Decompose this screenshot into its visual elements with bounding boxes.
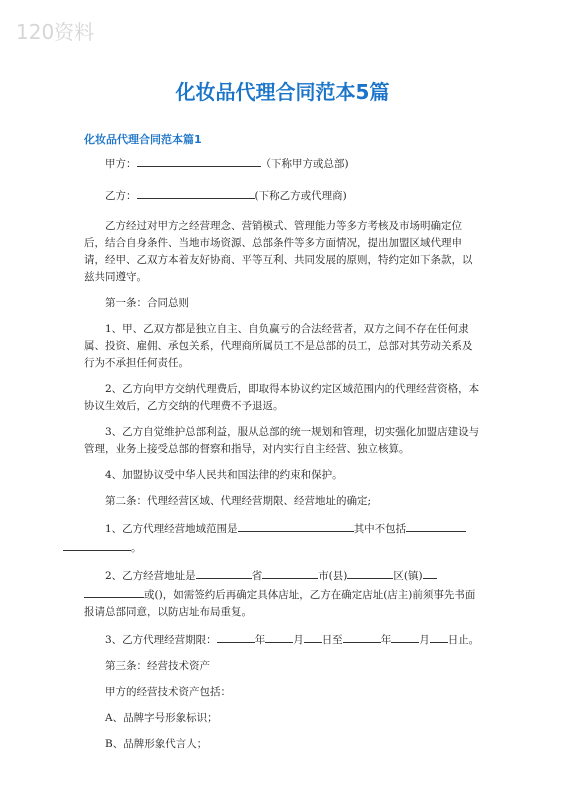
section-heading: 化妆品代理合同范本篇1 xyxy=(84,133,202,146)
district-blank xyxy=(347,566,393,579)
article1-item-3: 3、乙方自觉维护总部利益，服从总部的统一规划和管理，切实强化加盟店建设与管理，业务上接受总部的督察和指导，对内实行自主经营、独立核算。 xyxy=(84,426,480,455)
article3-title: 第三条：经营技术资产 xyxy=(105,660,210,672)
article1-title: 第一条：合同总则 xyxy=(105,297,189,309)
party-b-line xyxy=(84,186,480,205)
watermark-logo: 120资料 xyxy=(16,20,95,44)
start-year-blank xyxy=(217,630,255,643)
start-month-blank xyxy=(265,630,293,643)
street-blank-2 xyxy=(84,585,144,598)
article2-item1-text-c: 。 xyxy=(131,542,142,554)
article2-item-1 xyxy=(84,519,480,557)
end-year-blank xyxy=(343,630,381,643)
end-day-label: 日 xyxy=(447,634,459,646)
party-a-note: （下称甲方或总部) xyxy=(260,158,349,170)
party-b-label: 乙方： xyxy=(105,190,137,202)
article2-item-3 xyxy=(84,630,480,649)
article3-lead: 甲方的经营技术资产包括： xyxy=(105,686,231,698)
party-b-blank xyxy=(137,186,255,199)
article2-item2-text-e: 或()，如需签约后再确定具体店址，乙方在确定店址(店主)前须事先书面报请总部同意，以防店址布局重复。 xyxy=(84,589,476,618)
article2-item2-province: 省 xyxy=(251,570,263,582)
article1-item-1: 1、甲、乙双方都是独立自主、自负赢亏的合法经营者，双方之间不存在任何隶属、投资、雇佣、承包关系，代理商所属员工不是总部的员工，总部对其劳动关系及行为不承担任何责任。 xyxy=(84,323,473,369)
city-blank xyxy=(262,566,318,579)
article2-item2-district: 区(镇) xyxy=(393,570,423,582)
article2-item2-city: 市(县) xyxy=(318,570,348,582)
start-day-blank xyxy=(304,630,322,643)
article2-item1-text-a: 1、乙方代理经营地域范围是 xyxy=(105,523,238,535)
intro-paragraph: 乙方经过对甲方之经营理念、营销模式、管理能力等多方考核及市场明确定位后，结合自身条件、当地市场资源、总部条件等多方面情况，提出加盟区域代理申请，经甲、乙双方本着友好协商、平等互利、共同发展的原则，特约定如下条款，以兹共同遵守。 xyxy=(84,220,473,283)
start-day-label: 日至 xyxy=(321,634,343,646)
end-day-blank xyxy=(430,630,448,643)
article1-item-4: 4、加盟协议受中华人民共和国法律的约束和保护。 xyxy=(105,469,343,481)
start-year-label: 年 xyxy=(254,634,266,646)
region-blank xyxy=(238,519,354,532)
street-blank xyxy=(423,566,437,579)
party-a-blank xyxy=(137,154,261,167)
article2-item-2 xyxy=(84,566,480,621)
article2-item2-text-a: 2、乙方经营地址是 xyxy=(105,570,196,582)
article1-item-2: 2、乙方向甲方交纳代理费后，即取得本协议约定区域范围内的代理经营资格，本协议生效后，乙方交纳的代理费不予退返。 xyxy=(84,383,480,412)
article2-item3-end: 止。 xyxy=(458,634,480,646)
document-body xyxy=(84,154,480,753)
article2-title: 第二条：代理经营区域、代理经营期限、经营地址的确定; xyxy=(105,495,372,507)
article3-item-b: B、品牌形象代言人； xyxy=(105,738,208,750)
article2-item3-text-a: 3、乙方代理经营期限： xyxy=(105,634,217,646)
article2-item1-text-b: 其中不包括 xyxy=(353,523,407,535)
document-title: 化妆品代理合同范本5篇 xyxy=(175,80,390,104)
party-a-line xyxy=(84,154,480,173)
end-month-label: 月 xyxy=(419,634,430,646)
start-month-label: 月 xyxy=(293,634,304,646)
excluded-region-blank xyxy=(406,519,466,532)
end-year-label: 年 xyxy=(380,634,392,646)
party-a-label: 甲方： xyxy=(105,158,137,170)
end-month-blank xyxy=(391,630,419,643)
party-b-note: (下称乙方或代理商) xyxy=(254,190,347,202)
excluded-region-blank-2 xyxy=(63,538,131,551)
province-blank xyxy=(196,566,252,579)
article3-item-a: A、品牌字号形象标识； xyxy=(105,712,218,724)
